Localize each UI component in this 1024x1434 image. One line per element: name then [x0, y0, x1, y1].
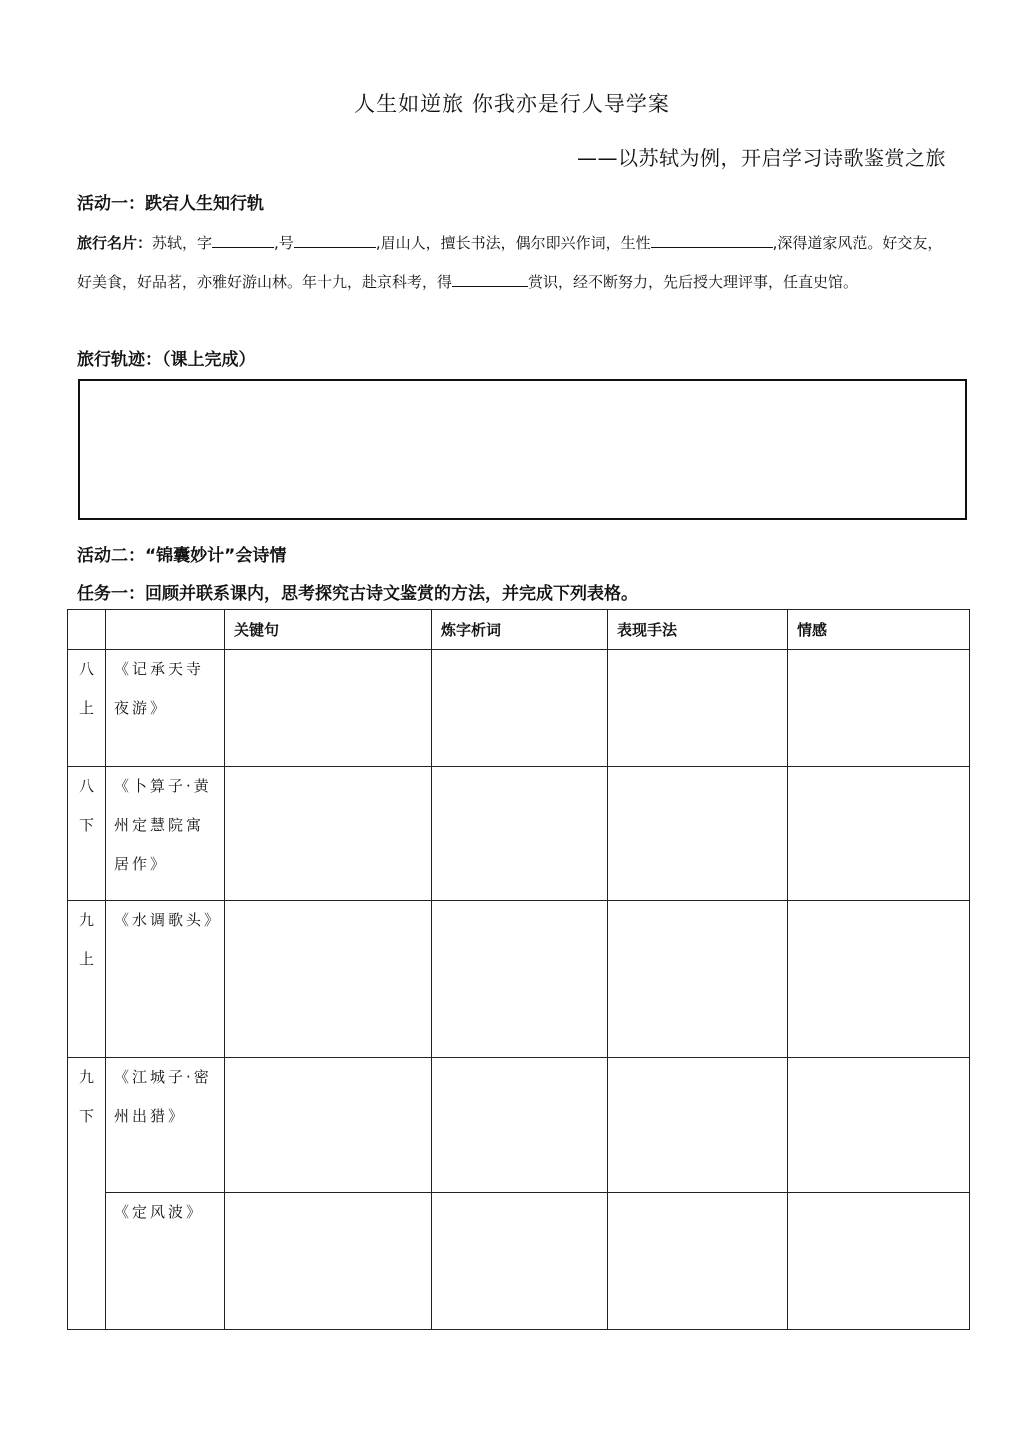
emotion-cell[interactable] — [788, 1193, 970, 1330]
page-title: 人生如逆旅 你我亦是行人导学案 — [354, 92, 670, 116]
page-subtitle: ——以苏轼为例，开启学习诗歌鉴赏之旅 — [577, 146, 946, 170]
table-header-row — [68, 610, 970, 650]
table-row — [68, 901, 970, 1058]
key-sentence-cell[interactable] — [225, 1058, 432, 1193]
header-poem — [106, 610, 225, 650]
activity2-heading: 活动二：“锦囊妙计”会诗情 — [77, 546, 287, 566]
emotion-cell[interactable] — [788, 650, 970, 767]
key-sentence-cell[interactable] — [225, 767, 432, 901]
key-sentence-cell[interactable] — [225, 650, 432, 767]
word-analysis-cell[interactable] — [432, 901, 608, 1058]
word-analysis-cell[interactable] — [432, 1058, 608, 1193]
emotion-cell[interactable] — [788, 767, 970, 901]
temperament-blank[interactable] — [651, 231, 773, 248]
poem-title-cell: 《定风波》 — [106, 1193, 225, 1330]
table-row — [68, 1058, 970, 1193]
poem-title-cell: 《记承天寺夜游》 — [106, 650, 225, 767]
courtesy-name-blank[interactable] — [212, 231, 274, 248]
grade-cell: 八 下 — [68, 767, 106, 901]
word-analysis-cell[interactable] — [432, 767, 608, 901]
technique-cell[interactable] — [608, 1058, 788, 1193]
card-text-5: 赏识，经不断努力，先后授大理评事，任直史馆。 — [528, 273, 859, 291]
card-text-1: 苏轼，字 — [152, 234, 213, 252]
poem-title-cell: 《江城子·密州出猎》 — [106, 1058, 225, 1193]
header-word-analysis: 炼字析词 — [432, 610, 608, 650]
table-row — [68, 650, 970, 767]
activity1-heading: 活动一：跌宕人生知行轨 — [77, 194, 264, 214]
emotion-cell[interactable] — [788, 1058, 970, 1193]
header-emotion: 情感 — [788, 610, 970, 650]
technique-cell[interactable] — [608, 767, 788, 901]
word-analysis-cell[interactable] — [432, 650, 608, 767]
grade-cell: 九 上 — [68, 901, 106, 1058]
table-row — [68, 767, 970, 901]
card-text-2: ,号 — [274, 234, 294, 252]
header-key-sentence: 关键句 — [225, 610, 432, 650]
patron-blank[interactable] — [452, 270, 528, 287]
key-sentence-cell[interactable] — [225, 1193, 432, 1330]
grade-cell: 九 下 — [68, 1058, 106, 1330]
poem-title-cell: 《水调歌头》 — [106, 901, 225, 1058]
key-sentence-cell[interactable] — [225, 901, 432, 1058]
header-grade — [68, 610, 106, 650]
technique-cell[interactable] — [608, 901, 788, 1058]
task1-instruction: 任务一：回顾并联系课内，思考探究古诗文鉴赏的方法，并完成下列表格。 — [77, 584, 638, 604]
header-technique: 表现手法 — [608, 610, 788, 650]
poem-title-cell: 《卜算子·黄州定慧院寓居作》 — [106, 767, 225, 901]
table-row — [68, 1193, 970, 1330]
emotion-cell[interactable] — [788, 901, 970, 1058]
travel-track-label: 旅行轨迹：（课上完成） — [77, 350, 256, 370]
travel-card-label: 旅行名片： — [77, 234, 153, 252]
technique-cell[interactable] — [608, 1193, 788, 1330]
card-text-4: ,深得道家风范。好交友，好美食，好品茗，亦雅好游山林。年十九，赴京科考，得 — [77, 234, 943, 291]
technique-cell[interactable] — [608, 650, 788, 767]
travel-track-answer-box[interactable] — [78, 379, 967, 520]
grade-cell: 八 上 — [68, 650, 106, 767]
word-analysis-cell[interactable] — [432, 1193, 608, 1330]
art-name-blank[interactable] — [294, 231, 376, 248]
card-text-3: ,眉山人，擅长书法，偶尔即兴作词，生性 — [375, 234, 651, 252]
poetry-appreciation-table — [67, 609, 970, 1330]
travel-card-paragraph — [77, 224, 957, 302]
